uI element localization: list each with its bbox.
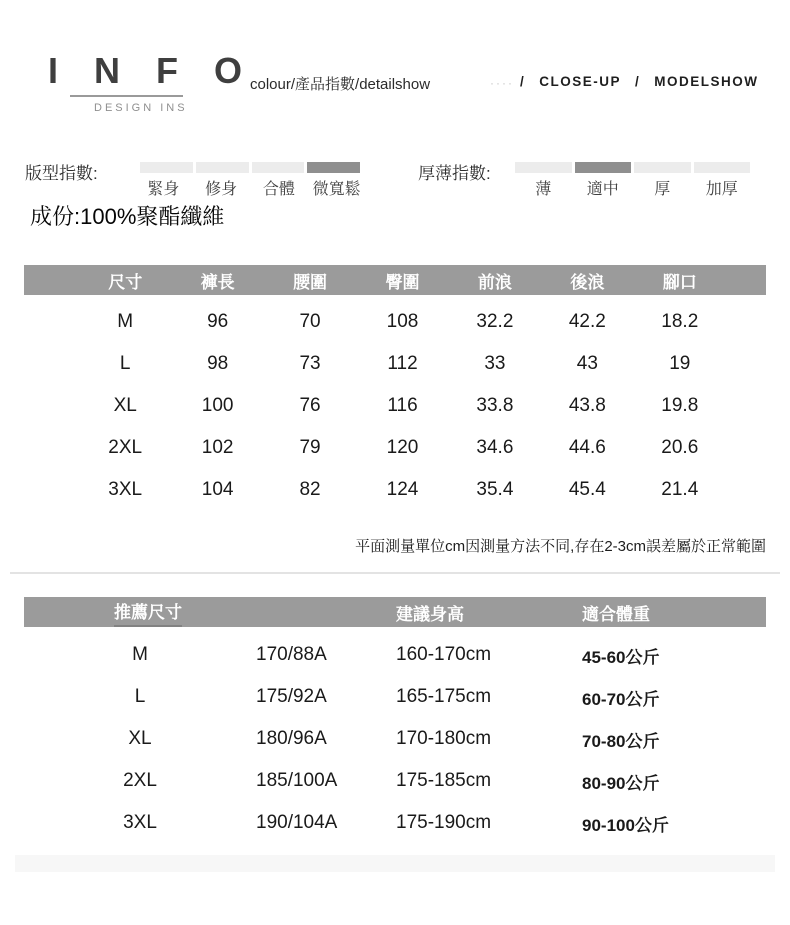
logo-subtext: DESIGN INS [94,102,188,114]
thickness-segment [694,162,751,173]
cell: 116 [387,395,418,416]
nav-sections-label: colour/產品指數/detailshow [250,76,431,93]
table-row [24,427,766,469]
cell: L [134,686,146,707]
cell: 96 [207,311,229,332]
fit-segment [140,162,193,173]
cell: 73 [299,353,321,374]
fit-index-bar [140,162,360,173]
thickness-segment [634,162,691,173]
fit-option: 緊身 [147,181,180,198]
logo-text: I N F O [48,50,255,91]
nav-modelshow-label: MODELSHOW [654,74,759,89]
fit-index-label: 版型指數: [25,164,98,183]
fit-option: 合體 [262,181,295,198]
cell: 98 [207,353,229,374]
measurement-note: 平面測量單位cm因測量方法不同,存在2-3cm誤差屬於正常範圍 [355,538,766,555]
cell: 43 [576,353,598,374]
col-header: 臀圍 [385,272,420,292]
col-header: 建議身高 [396,604,464,624]
col-header: 褲長 [200,272,235,292]
cell: 32.2 [476,311,514,332]
cell: L [119,353,131,374]
cell: 76 [299,395,321,416]
cell: M [117,311,134,332]
cell: 34.6 [476,437,514,458]
table-row [24,634,766,676]
recommend-table-header [24,597,766,627]
cell: XL [128,728,152,749]
section-divider [10,572,780,574]
cell: 82 [299,479,321,500]
cell: 2XL [108,437,143,458]
table-row [24,301,766,343]
cell: 165-175cm [396,686,492,707]
col-header: 腰圍 [293,272,328,292]
cell: XL [113,395,137,416]
table-row [24,718,766,760]
logo-underline [70,95,183,97]
table-row [24,469,766,511]
cell: 21.4 [661,479,699,500]
cell: 112 [387,353,418,374]
composition-text: 成份:100%聚酯纖維 [30,204,225,229]
col-header: 推薦尺寸 [114,598,256,627]
cell: 170/88A [256,644,327,665]
cell: 3XL [123,812,157,833]
cell: 70 [299,311,321,332]
col-header: 前浪 [477,272,512,292]
thickness-option: 薄 [535,181,552,198]
recommend-table-body [24,634,766,844]
cell: 45.4 [568,479,606,500]
cell: 108 [386,311,419,332]
thickness-index-options [515,176,750,199]
col-header: 後浪 [570,272,605,292]
cell: 180/96A [256,728,327,749]
cell: 60-70公斤 [582,689,660,709]
cell: 19 [669,353,691,374]
thickness-option: 適中 [586,181,619,198]
cell: 104 [201,479,234,500]
cell: 2XL [123,770,157,791]
size-table-body [24,301,766,511]
cell: 70-80公斤 [582,731,660,751]
nav-separator: / [635,74,641,89]
cell: 19.8 [661,395,699,416]
fit-index-options [136,176,364,199]
cell: 102 [201,437,234,458]
cell: 33 [484,353,506,374]
cell: 80-90公斤 [582,773,660,793]
size-table [24,265,766,511]
info-logo [48,50,255,114]
cell: 3XL [108,479,143,500]
cell: 18.2 [661,311,699,332]
cell: 35.4 [476,479,514,500]
fit-option: 微寬鬆 [312,181,361,198]
fit-segment [307,162,360,173]
cell: 43.8 [568,395,606,416]
fit-segment [252,162,305,173]
cell: 33.8 [476,395,514,416]
bottom-spacer-bar [15,855,775,872]
thickness-segment [515,162,572,173]
col-header: 適合體重 [582,604,650,624]
cell: 20.6 [661,437,699,458]
nav-right-group [520,74,759,89]
table-row [24,802,766,844]
cell: 124 [386,479,419,500]
col-header: 腳口 [662,272,697,292]
col-header: 尺寸 [108,272,143,292]
cell: 175-185cm [396,770,492,791]
cell: 90-100公斤 [582,815,669,835]
table-row [24,343,766,385]
thickness-index-label: 厚薄指數: [418,164,491,183]
table-row [24,676,766,718]
thickness-index-bar [515,162,750,173]
table-row [24,385,766,427]
cell: 79 [299,437,321,458]
fit-option: 修身 [205,181,238,198]
fit-segment [196,162,249,173]
cell: 190/104A [256,812,338,833]
cell: 175/92A [256,686,327,707]
nav-separator: / [520,74,526,89]
cell: 160-170cm [396,644,492,665]
nav-faded-dots: ···· [490,76,514,90]
thickness-segment [575,162,632,173]
thickness-option: 厚 [654,181,671,198]
cell: 175-190cm [396,812,492,833]
cell: 100 [201,395,234,416]
cell: 185/100A [256,770,338,791]
table-row [24,760,766,802]
size-table-header [24,265,766,295]
cell: 44.6 [568,437,606,458]
cell: 42.2 [568,311,606,332]
cell: 120 [386,437,419,458]
cell: 45-60公斤 [582,647,660,667]
cell: M [132,644,148,665]
nav-closeup-label: CLOSE-UP [539,74,622,89]
thickness-option: 加厚 [705,181,738,198]
cell: 170-180cm [396,728,492,749]
recommend-table [24,597,766,844]
